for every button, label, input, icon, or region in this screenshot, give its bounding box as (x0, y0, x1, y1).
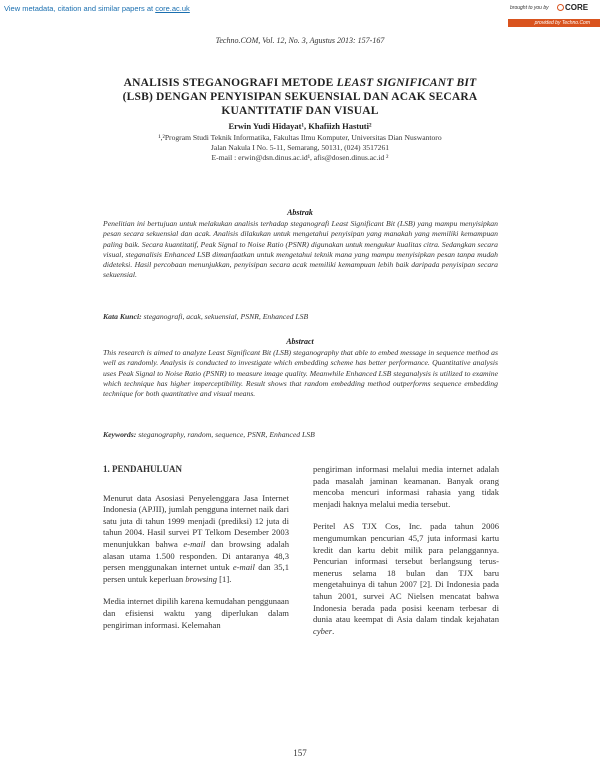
journal-header: Techno.COM, Vol. 12, No. 3, Agustus 2013: 157-167 (215, 36, 385, 45)
paragraph-3: pengiriman informasi melalui media internet adalah pada masalah jaminan keamanan. Banyak orang mencoba mencuri informasi rahasia yang tidak menjadi haknya melalui media tersebut. (313, 464, 499, 509)
core-link[interactable]: core.ac.uk (155, 4, 190, 13)
core-logo[interactable]: CORE (557, 3, 588, 12)
paper-title: ANALISIS STEGANOGRAFI METODE LEAST SIGNIFICANT BIT (LSB) DENGAN PENYISIPAN SEKUENSIAL DAN ACAK SECARA KUANTITATIF DAN VISUAL (122, 77, 478, 117)
left-column (103, 464, 289, 642)
paragraph-4: Peritel AS TJX Cos, Inc. pada tahun 2006 mengumumkan pencurian 45,7 juta informasi kartu kredit dan kartu debit milik para pelanggannya. Pencurian informasi tersebut berlangsung terus-menerus selama 18 bulan dan TJX baru mengetahuinya di tahun 2007 [2]. Di Indonesia pada tahun 2001, survei AC Nielsen mencatat bahwa Indonesia berada pada posisi keenam terbesar di dunia atau keempat di Asia dalam tindak kejahatan cyber. (313, 521, 499, 636)
abstrak-heading: Abstrak (287, 208, 313, 217)
brought-by-text: brought to you by (510, 5, 549, 11)
page-number: 157 (293, 748, 307, 758)
abstrak-text: Penelitian ini bertujuan untuk melakukan analisis terhadap steganografi Least Significant Bit (LSB) yang mampu menyisipkan pesan secara sekuensial dan acak. Analisis dilakukan untuk mengetahui penyisipan yang manakah yang memiliki kemampuan paling baik. Secara kuantitatif, Peak Signal to Noise Ratio (PSNR) digunakan untuk mengukur kualitas citra. Sedangkan secara visual, steganalisis Enhanced LSB dimanfaatkan untuk mengetahui teknik mana yang mampu menyisipkan pesan tanpa mudah dideteksi. Hasil percobaan menunjukkan, penyisipan secara acak memiliki kemampuan lebih baik daripada penyisipan secara sekuensial. (103, 219, 498, 280)
paragraph-2: Media internet dipilih karena kemudahan penggunaan dan efisiensi waktu yang diperlukan dalam pengiriman informasi. Kelemahan (103, 596, 289, 630)
abstract-text: This research is aimed to analyze Least Significant Bit (LSB) steganography that able to embed message in sequence method as well as randomly. Analysis is conducted to investigate which embedding scheme has better performance. Quantitative analysis uses Peak Signal to Noise Ratio (PSNR) to measure image quality. Meanwhile Enhanced LSB steganalysis is utilized to examine which technique has higher imperceptibility. Result shows that random embedding method outperforms sequence embedding technique for both quantitative and visual means. (103, 348, 498, 399)
core-banner (0, 0, 600, 26)
abstract-heading: Abstract (286, 337, 314, 346)
keywords: Keywords: steganography, random, sequence, PSNR, Enhanced LSB (103, 430, 315, 439)
section-heading: 1. PENDAHULUAN (103, 464, 183, 474)
right-column (313, 464, 499, 648)
core-logo-icon (557, 4, 564, 11)
affiliation: ¹,²Program Studi Teknik Informatika, Fakultas Ilmu Komputer, Universitas Dian Nuswantoro Jalan Nakula I No. 5-11, Semarang, 50131, (024) 3517261 E-mail : erwin@dsn.dinus.ac.id¹, afis@dosen.dinus.ac.id ² (158, 133, 442, 162)
provided-by-strip: provided by Techno.Com (508, 19, 600, 27)
paragraph-1: Menurut data Asosiasi Penyelenggara Jasa Internet Indonesia (APJII), jumlah pengguna internet naik dari satu juta di tahun 1999 menjadi (prediksi) 12 juta di tahun 2004. Hasil survei PT Telkom Desember 2003 menunjukkan bahwa e-mail dan browsing adalah alasan utama 1.500 responden. Di antaranya 48,3 persen menggunakan internet untuk e-mail dan 35,1 persen untuk keperluan browsing [1]. (103, 492, 289, 584)
kata-kunci: Kata Kunci: steganografi, acak, sekuensial, PSNR, Enhanced LSB (103, 312, 309, 321)
core-metadata-link[interactable]: View metadata, citation and similar papers at core.ac.uk (4, 4, 190, 13)
authors: Erwin Yudi Hidayat¹, Khafiizh Hastuti² (228, 121, 372, 131)
